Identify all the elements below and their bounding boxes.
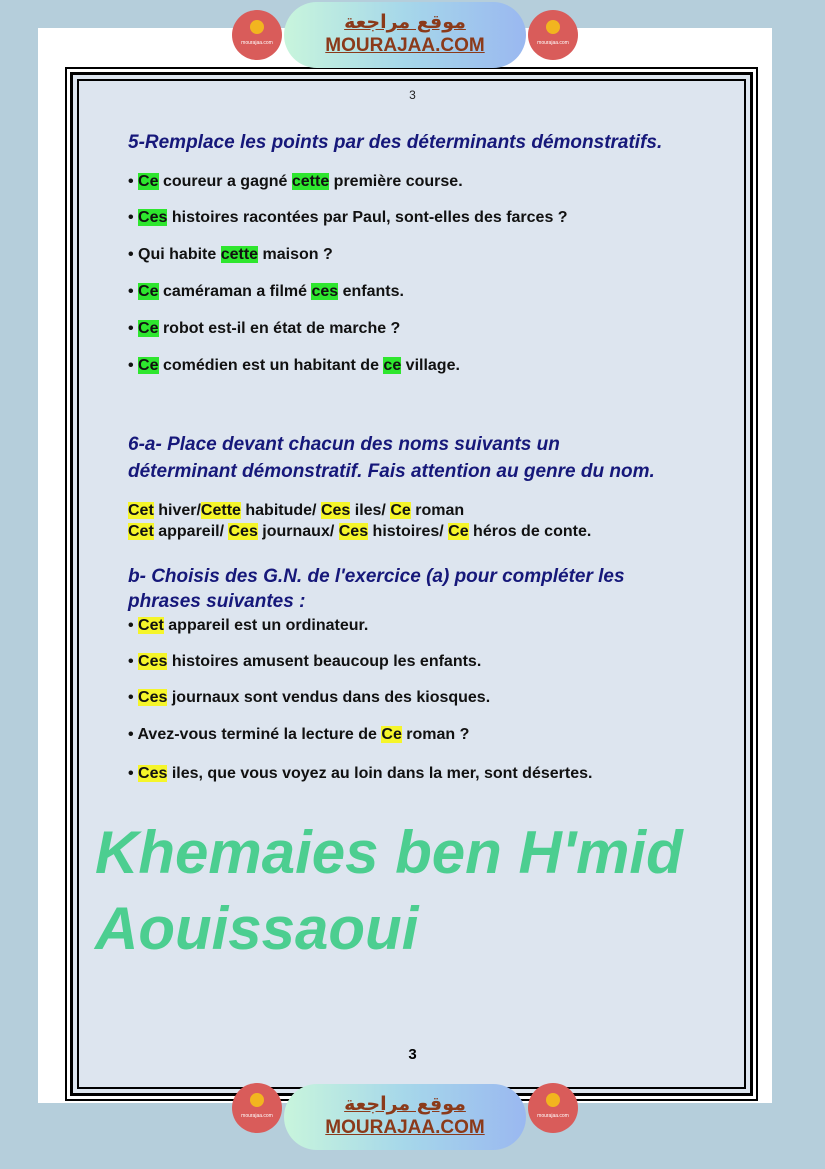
page-number-top: 3 xyxy=(409,88,416,102)
sentence-line xyxy=(128,726,469,744)
badge-text: mourajaa.com xyxy=(241,40,273,46)
exercise-6a-title-2: déterminant démonstratif. Fais attention au genre du nom. xyxy=(128,461,655,482)
sentence-text: • xyxy=(128,209,139,226)
determinant-answer: ce xyxy=(383,357,402,374)
badge-text: mourajaa.com xyxy=(537,40,569,46)
determinant-answer: cette xyxy=(220,246,259,263)
sentence-text: • xyxy=(128,320,139,337)
footer-badge-right xyxy=(528,1083,578,1133)
determinant-answer: Ce xyxy=(138,357,159,374)
sentence-text: appareil est un ordinateur. xyxy=(163,617,369,634)
determinant-answer: ces xyxy=(311,283,339,300)
sentence-text: première course. xyxy=(329,173,463,190)
determinant-answer: Ces xyxy=(138,209,168,226)
sentence-text: village. xyxy=(401,357,460,374)
determinant-answer: Ce xyxy=(448,523,469,540)
sentence-text: héros de conte. xyxy=(468,523,592,540)
determinant-answer: Ces xyxy=(138,653,168,670)
sentence-line xyxy=(128,246,333,264)
exercise-6a-title-1: 6-a- Place devant chacun des noms suivants un xyxy=(128,434,560,455)
sentence-line xyxy=(128,173,463,191)
determinant-answer: Ces xyxy=(138,689,168,706)
sentence-line xyxy=(128,653,481,671)
sentence-text: roman ? xyxy=(401,726,470,743)
determinant-answer: Ce xyxy=(138,320,159,337)
header-badge-right xyxy=(528,10,578,60)
determinant-answer: Ces xyxy=(138,765,168,782)
logo-arabic: موقع مراجعة xyxy=(344,11,466,33)
determinant-answer: Cette xyxy=(200,502,241,519)
determinant-answer: Ces xyxy=(320,502,351,519)
sentence-text: • xyxy=(128,689,139,706)
sentence-line xyxy=(128,765,592,783)
determinant-answer: Cet xyxy=(128,502,154,519)
sentence-text: • xyxy=(128,173,139,190)
determinant-answer: cette xyxy=(291,173,330,190)
sentence-text: hiver/ xyxy=(153,502,201,519)
logo-arabic: موقع مراجعة xyxy=(344,1093,466,1115)
sentence-text: robot est-il en état de marche ? xyxy=(158,320,401,337)
sentence-text: histoires amusent beaucoup les enfants. xyxy=(167,653,482,670)
footer-logo[interactable] xyxy=(284,1084,526,1150)
determinant-answer: Ce xyxy=(381,726,402,743)
determinant-answer: Ces xyxy=(338,523,369,540)
sentence-text: histoires racontées par Paul, sont-elles des farces ? xyxy=(167,209,568,226)
determinant-answer: Cet xyxy=(138,617,164,634)
determinant-answer: Ce xyxy=(390,502,411,519)
sentence-text: histoires/ xyxy=(368,523,449,540)
exercise-6b-title-2: phrases suivantes : xyxy=(128,591,306,612)
exercise-6b-title-1: b- Choisis des G.N. de l'exercice (a) pour compléter les xyxy=(128,566,625,587)
sentence-text: • xyxy=(128,357,139,374)
sentence-text: iles, que vous voyez au loin dans la mer, sont désertes. xyxy=(167,765,593,782)
sentence-text: roman xyxy=(410,502,465,519)
sentence-text: comédien est un habitant de xyxy=(158,357,384,374)
footer-badge-left xyxy=(232,1083,282,1133)
sentence-text: • Qui habite xyxy=(128,246,221,263)
sentence-text: • xyxy=(128,617,139,634)
determinant-answer: Ces xyxy=(228,523,258,540)
sentence-text: enfants. xyxy=(338,283,404,300)
sentence-text: journaux/ xyxy=(257,523,339,540)
watermark: Khemaies ben H'mid Aouissaoui xyxy=(95,819,683,962)
logo-text: MOURAJAA.COM xyxy=(325,1117,485,1138)
header-badge-left xyxy=(232,10,282,60)
badge-text: mourajaa.com xyxy=(537,1113,569,1119)
logo-text: MOURAJAA.COM xyxy=(325,35,485,56)
determinant-answer: Ce xyxy=(138,173,159,190)
sentence-text: journaux sont vendus dans des kiosques. xyxy=(167,689,491,706)
sentence-text: • xyxy=(128,283,139,300)
sentence-text: maison ? xyxy=(258,246,333,263)
sentence-text: appareil/ xyxy=(153,523,229,540)
sentence-text: • xyxy=(128,765,139,782)
determinant-answer: Cet xyxy=(128,523,154,540)
determinant-answer: Ce xyxy=(138,283,159,300)
sentence-line xyxy=(128,283,404,301)
sentence-line xyxy=(128,320,400,338)
badge-text: mourajaa.com xyxy=(241,1113,273,1119)
sentence-text: caméraman a filmé xyxy=(158,283,312,300)
sentence-line xyxy=(128,502,464,520)
sentence-text: iles/ xyxy=(350,502,391,519)
page-number-bottom: 3 xyxy=(408,1046,417,1063)
header-logo[interactable] xyxy=(284,2,526,68)
sentence-text: • Avez-vous terminé la lecture de xyxy=(128,726,382,743)
sentence-line xyxy=(128,523,591,541)
sentence-line xyxy=(128,357,460,375)
sentence-line xyxy=(128,209,568,227)
sentence-line xyxy=(128,689,490,707)
sentence-text: • xyxy=(128,653,139,670)
exercise-5-title: 5-Remplace les points par des déterminants démonstratifs. xyxy=(128,132,663,153)
sentence-text: habitude/ xyxy=(240,502,321,519)
sentence-text: coureur a gagné xyxy=(158,173,292,190)
sentence-line xyxy=(128,617,368,635)
